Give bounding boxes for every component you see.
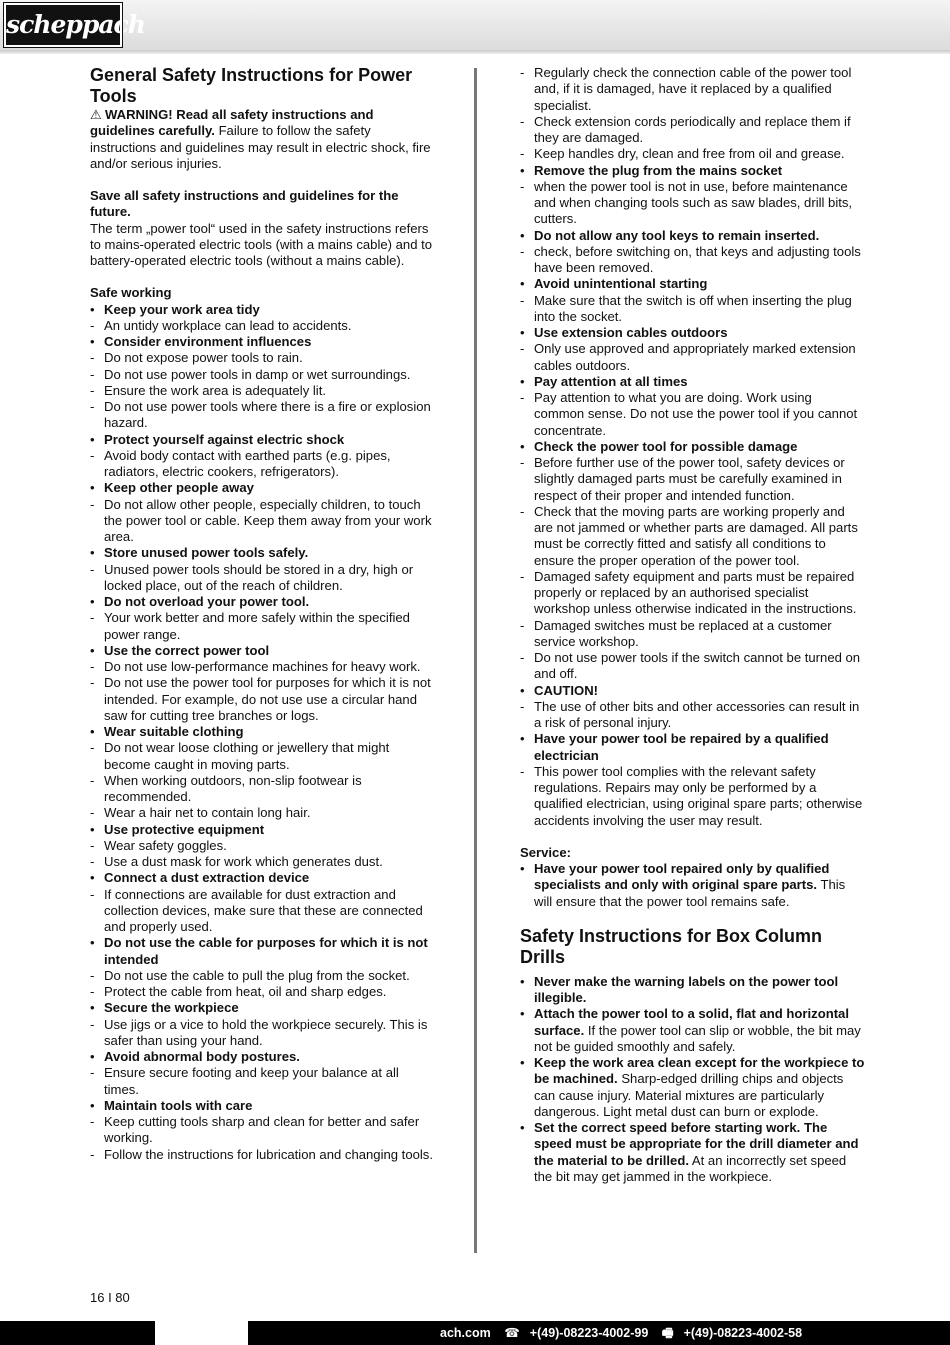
phone-number: +(49)-08223-4002-99 xyxy=(529,1326,649,1340)
section-item xyxy=(520,244,865,277)
section-item xyxy=(520,455,865,504)
bullet-marker: • xyxy=(90,480,95,496)
drill-item-text: Sharp-edged drilling chips and objects can cause injury. Material mixtures are particularly dangerous. Light metal dust can burn or explode. xyxy=(534,1071,844,1119)
section-item xyxy=(90,497,435,546)
section-item xyxy=(90,675,435,724)
section-item-text: Pay attention to what you are doing. Work using common sense. Do not use the power tool if you cannot concentrate. xyxy=(534,390,858,438)
column-divider xyxy=(474,68,477,1253)
drill-item xyxy=(520,974,865,1007)
bullet-marker: • xyxy=(90,594,95,609)
section-heading-text: Remove the plug from the mains socket xyxy=(534,162,783,178)
section-item-text: when the power tool is not in use, before maintenance and when changing tools such as saw blades, drill bits, cutters. xyxy=(534,178,853,227)
dash-marker: - xyxy=(520,146,525,162)
section-heading-text: Keep other people away xyxy=(104,480,254,496)
section-item xyxy=(90,805,435,821)
bullet-marker: • xyxy=(520,227,525,243)
dash-marker: - xyxy=(90,1065,95,1081)
section-item xyxy=(90,562,435,595)
section-heading-text: Check the power tool for possible damage xyxy=(534,438,798,454)
bullet-marker: • xyxy=(520,861,525,876)
save-instructions-heading: Save all safety instructions and guidelines for the future. xyxy=(90,188,399,220)
drill-item-heading: Set the correct speed before starting work. The speed must be appropriate for the drill diameter and the material to be drilled. xyxy=(534,1120,859,1168)
section-heading-text: Secure the workpiece xyxy=(104,1000,239,1016)
service-heading: Service: xyxy=(520,844,571,860)
dash-marker: - xyxy=(520,617,525,633)
dash-marker: - xyxy=(90,1146,95,1162)
dash-marker: - xyxy=(520,292,525,308)
section-item xyxy=(520,618,865,651)
dash-marker: - xyxy=(520,455,525,470)
service-item-heading: Have your power tool repaired only by qualified specialists and only with original spare parts. xyxy=(534,861,830,893)
dash-marker: - xyxy=(90,382,95,398)
section-item xyxy=(90,1114,435,1147)
dash-marker: - xyxy=(90,366,95,382)
dash-marker: - xyxy=(90,561,95,577)
bullet-marker: • xyxy=(90,1049,95,1064)
section-item xyxy=(90,984,435,1000)
dash-marker: - xyxy=(90,984,95,999)
warning-icon: ⚠ xyxy=(90,107,102,122)
section-item-text: Do not use the cable to pull the plug from the socket. xyxy=(104,967,410,983)
dash-marker: - xyxy=(90,1016,95,1032)
section-item xyxy=(90,318,435,334)
section-heading xyxy=(90,302,435,318)
section-item xyxy=(520,699,865,732)
section-item-text: An untidy workplace can lead to accidents. xyxy=(104,317,352,333)
section-item-text: Make sure that the switch is off when inserting the plug into the socket. xyxy=(534,292,852,324)
bullet-marker: • xyxy=(520,682,525,698)
drill-item-content xyxy=(534,974,865,1007)
bullet-marker: • xyxy=(90,870,95,886)
dash-marker: - xyxy=(90,610,95,626)
dash-marker: - xyxy=(520,243,525,259)
section-item-text: Use a dust mask for work which generates dust. xyxy=(104,854,383,869)
drill-item xyxy=(520,1055,865,1120)
section-item xyxy=(90,350,435,366)
section-item xyxy=(520,65,865,114)
dash-marker: - xyxy=(520,568,525,584)
drill-item-text: If the power tool can slip or wobble, the bit may not be guided smoothly and safely. xyxy=(534,1022,861,1054)
section-heading xyxy=(90,545,435,561)
section-item-text: The use of other bits and other accessories can result in a risk of personal injury. xyxy=(534,698,860,730)
safe-working-heading: Safe working xyxy=(90,285,172,301)
section-heading xyxy=(90,935,435,968)
dash-marker: - xyxy=(90,675,95,691)
section-item-text: Ensure the work area is adequately lit. xyxy=(104,382,326,398)
section-heading xyxy=(520,228,865,244)
section-item-text: Check extension cords periodically and replace them if they are damaged. xyxy=(534,113,851,145)
footer-contact xyxy=(440,1321,812,1345)
service-item-text: This will ensure that the power tool remains safe. xyxy=(534,877,846,909)
section-item-text: Before further use of the power tool, safety devices or slightly damaged parts must be carefully examined in respect of their proper and intended function. xyxy=(534,455,845,503)
drill-item-content xyxy=(534,1006,865,1055)
fax-icon: 🖷 xyxy=(661,1326,674,1340)
bullet-marker: • xyxy=(90,935,95,951)
section-heading-text: Use the correct power tool xyxy=(104,642,270,658)
section-heading xyxy=(520,374,865,390)
section-item xyxy=(90,854,435,870)
section-heading-text: Use extension cables outdoors xyxy=(534,325,728,340)
header-divider xyxy=(0,50,950,54)
website-link[interactable]: ach.com xyxy=(440,1326,491,1340)
section-item xyxy=(520,650,865,683)
section-heading xyxy=(90,1000,435,1016)
section-heading-text: Have your power tool be repaired by a qualified electrician xyxy=(534,731,829,763)
dash-marker: - xyxy=(90,805,95,821)
dash-marker: - xyxy=(520,503,525,519)
dash-marker: - xyxy=(90,399,95,414)
drill-item-heading: Never make the warning labels on the power tool illegible. xyxy=(534,973,839,1005)
section-heading xyxy=(520,163,865,179)
drill-item-content xyxy=(534,1055,865,1120)
dash-marker: - xyxy=(90,317,95,333)
bullet-marker: • xyxy=(520,1055,525,1070)
bullet-marker: • xyxy=(520,162,525,178)
section-item xyxy=(520,390,865,439)
bullet-marker: • xyxy=(520,1006,525,1022)
dash-marker: - xyxy=(90,967,95,983)
section-item xyxy=(90,838,435,854)
section-heading xyxy=(520,731,865,764)
section-item xyxy=(90,1065,435,1098)
section-item-text: If connections are available for dust extraction and collection devices, make sure that these are connected and properly used. xyxy=(104,886,423,934)
drill-item-heading: Attach the power tool to a solid, flat and horizontal surface. xyxy=(534,1006,849,1038)
section-item-text: Do not expose power tools to rain. xyxy=(104,350,303,366)
section-heading-text: Wear suitable clothing xyxy=(104,724,244,739)
section-heading-text: Avoid unintentional starting xyxy=(534,276,708,292)
section-heading-text: Do not use the cable for purposes for which it is not intended xyxy=(104,935,428,967)
bullet-marker: • xyxy=(520,731,525,747)
section-item-text: Avoid body contact with earthed parts (e.g. pipes, radiators, electric cookers, refrigerators). xyxy=(104,447,391,479)
section-item xyxy=(520,341,865,374)
section-heading xyxy=(520,276,865,292)
dash-marker: - xyxy=(520,65,525,80)
warning-text: Failure to follow the safety instructions and guidelines may result in electric shock, fire and/or serious injuries. xyxy=(90,123,431,171)
section-item xyxy=(90,383,435,399)
section-item xyxy=(520,293,865,326)
dash-marker: - xyxy=(520,650,525,665)
safety-rules-list xyxy=(520,163,865,829)
section-item-text: Do not use the power tool for purposes for which it is not intended. For example, do not use use a circular hand saw for cutting tree branches or logs. xyxy=(104,675,431,723)
section-heading-text: Do not overload your power tool. xyxy=(104,594,310,609)
dash-marker: - xyxy=(520,698,525,714)
section-item-text: Do not use power tools if the switch cannot be turned on and off. xyxy=(534,650,861,682)
section-heading xyxy=(520,683,865,699)
section-item-text: Do not use power tools where there is a fire or explosion hazard. xyxy=(104,399,431,431)
section-item-text: Use jigs or a vice to hold the workpiece securely. This is safer than using your hand. xyxy=(104,1016,428,1048)
dash-marker: - xyxy=(90,740,95,756)
bullet-marker: • xyxy=(90,1000,95,1016)
section-heading xyxy=(520,439,865,455)
section-item xyxy=(90,610,435,643)
section-item-text: check, before switching on, that keys and adjusting tools have been removed. xyxy=(534,243,861,275)
warning-paragraph xyxy=(90,107,435,172)
bullet-marker: • xyxy=(90,1097,95,1113)
dash-marker: - xyxy=(90,837,95,853)
drill-item-content xyxy=(534,1120,865,1185)
dash-marker: - xyxy=(90,1114,95,1129)
section-heading xyxy=(90,822,435,838)
fax-number: +(49)-08223-4002-58 xyxy=(683,1326,803,1340)
section-item-text: Do not use low-performance machines for heavy work. xyxy=(104,659,421,674)
bullet-marker: • xyxy=(90,545,95,561)
dash-marker: - xyxy=(90,447,95,463)
dash-marker: - xyxy=(520,113,525,129)
section-item xyxy=(520,179,865,228)
brand-logo: scheppach xyxy=(4,3,122,47)
section-item-text: Wear a hair net to contain long hair. xyxy=(104,805,311,821)
bullet-marker: • xyxy=(520,973,525,989)
safe-working-list xyxy=(90,302,435,1163)
section-item xyxy=(520,504,865,569)
section-heading-text: Pay attention at all times xyxy=(534,373,688,389)
power-tool-term-text: The term „power tool“ used in the safety instructions refers to mains-operated electric tools (with a mains cable) and to battery-operated electric tools (without a mains cable). xyxy=(90,220,433,268)
bullet-marker: • xyxy=(520,438,525,454)
dash-marker: - xyxy=(520,341,525,357)
section-heading xyxy=(90,334,435,350)
bullet-marker: • xyxy=(90,642,95,658)
service-item xyxy=(520,861,865,910)
section-item-text: Only use approved and appropriately marked extension cables outdoors. xyxy=(534,341,856,373)
section-item-text: This power tool complies with the relevant safety regulations. Repairs may only be performed by a qualified electrician, using original spare parts; otherwise accidents involving the user may result. xyxy=(534,763,863,828)
section-item xyxy=(520,569,865,618)
dash-marker: - xyxy=(90,350,95,366)
warning-heading: WARNING! Read all safety instructions and guidelines carefully. xyxy=(90,107,374,139)
section-heading xyxy=(90,1098,435,1114)
section-item-text: Your work better and more safely within the specified power range. xyxy=(104,610,410,642)
section-heading-text: Use protective equipment xyxy=(104,821,265,837)
drill-item xyxy=(520,1120,865,1185)
section-item-text: Do not allow other people, especially children, to touch the power tool or cable. Keep them away from your work area. xyxy=(104,496,432,544)
phone-icon: ☎ xyxy=(504,1326,520,1340)
section-heading-text: Maintain tools with care xyxy=(104,1097,253,1113)
section-item xyxy=(90,1017,435,1050)
section-item xyxy=(90,740,435,773)
bullet-marker: • xyxy=(90,301,95,317)
section-item xyxy=(90,968,435,984)
section-item xyxy=(90,367,435,383)
section-item xyxy=(90,448,435,481)
section-heading xyxy=(90,870,435,886)
section-item xyxy=(520,764,865,829)
section-item-text: Unused power tools should be stored in a dry, high or locked place, out of the reach of children. xyxy=(104,561,414,593)
box-column-drill-title: Safety Instructions for Box Column Drills xyxy=(520,925,823,967)
drill-item-heading: Keep the work area clean except for the workpiece to be machined. xyxy=(534,1055,865,1087)
cable-check-list xyxy=(520,65,865,163)
section-heading-text: Protect yourself against electric shock xyxy=(104,431,345,447)
section-heading-text: Keep your work area tidy xyxy=(104,301,260,317)
section-heading xyxy=(90,643,435,659)
dash-marker: - xyxy=(90,659,95,674)
section-item xyxy=(90,773,435,806)
section-item xyxy=(90,1147,435,1163)
footer-gap xyxy=(155,1321,248,1345)
section-item-text: When working outdoors, non-slip footwear is recommended. xyxy=(104,772,362,804)
section-item-text: Damaged switches must be replaced at a customer service workshop. xyxy=(534,617,832,649)
section-item-text: Wear safety goggles. xyxy=(104,837,227,853)
section-heading xyxy=(90,432,435,448)
section-heading xyxy=(520,325,865,341)
dash-marker: - xyxy=(90,496,95,512)
dash-marker: - xyxy=(90,854,95,869)
section-item-text: Keep handles dry, clean and free from oil and grease. xyxy=(534,146,845,162)
bullet-marker: • xyxy=(520,373,525,389)
section-heading-text: Store unused power tools safely. xyxy=(104,545,309,561)
dash-marker: - xyxy=(520,178,525,194)
section-heading xyxy=(90,480,435,496)
left-column xyxy=(90,65,435,1163)
section-heading-text: Avoid abnormal body postures. xyxy=(104,1049,300,1064)
section-heading xyxy=(90,594,435,610)
bullet-marker: • xyxy=(520,1120,525,1135)
section-item xyxy=(90,887,435,936)
dash-marker: - xyxy=(520,390,525,405)
section-item-text: Follow the instructions for lubrication and changing tools. xyxy=(104,1146,433,1162)
section-heading xyxy=(90,724,435,740)
section-item xyxy=(90,659,435,675)
right-column xyxy=(520,65,865,1185)
section-item-text: Do not use power tools in damp or wet surroundings. xyxy=(104,366,411,382)
section-item-text: Do not wear loose clothing or jewellery that might become caught in moving parts. xyxy=(104,740,390,772)
bullet-marker: • xyxy=(90,821,95,837)
section-item xyxy=(520,114,865,147)
drill-item-text: At an incorrectly set speed the bit may get jammed in the workpiece. xyxy=(534,1152,847,1184)
bullet-marker: • xyxy=(90,334,95,349)
section-item-text: Ensure secure footing and keep your balance at all times. xyxy=(104,1065,399,1097)
section-item-text: Check that the moving parts are working properly and are not jammed or whether parts are damaged. All parts must be correctly fitted and satisfy all conditions to ensure the proper operation of the power tool. xyxy=(534,503,858,568)
section-heading-text: Consider environment influences xyxy=(104,334,312,349)
section-item-text: Protect the cable from heat, oil and sharp edges. xyxy=(104,984,387,999)
section-item xyxy=(520,146,865,162)
bullet-marker: • xyxy=(90,431,95,447)
dash-marker: - xyxy=(90,772,95,788)
section-heading-text: CAUTION! xyxy=(534,682,599,698)
page-number: 16 I 80 xyxy=(90,1290,130,1305)
bullet-marker: • xyxy=(520,325,525,340)
section-heading-text: Do not allow any tool keys to remain inserted. xyxy=(534,227,820,243)
section-item-text: Keep cutting tools sharp and clean for better and safer working. xyxy=(104,1114,420,1146)
dash-marker: - xyxy=(90,886,95,902)
general-safety-title: General Safety Instructions for Power Tools xyxy=(90,65,413,106)
section-item-text: Damaged safety equipment and parts must be repaired properly or replaced by an authorised specialist workshop unless otherwise indicated in the instructions. xyxy=(534,568,857,617)
section-item xyxy=(90,399,435,432)
drill-safety-list xyxy=(520,974,865,1185)
section-heading-text: Connect a dust extraction device xyxy=(104,870,310,886)
section-item-text: Regularly check the connection cable of the power tool and, if it is damaged, have it replaced by a qualified specialist. xyxy=(534,65,852,113)
drill-item xyxy=(520,1006,865,1055)
bullet-marker: • xyxy=(520,276,525,292)
section-heading xyxy=(90,1049,435,1065)
bullet-marker: • xyxy=(90,724,95,739)
dash-marker: - xyxy=(520,763,525,779)
